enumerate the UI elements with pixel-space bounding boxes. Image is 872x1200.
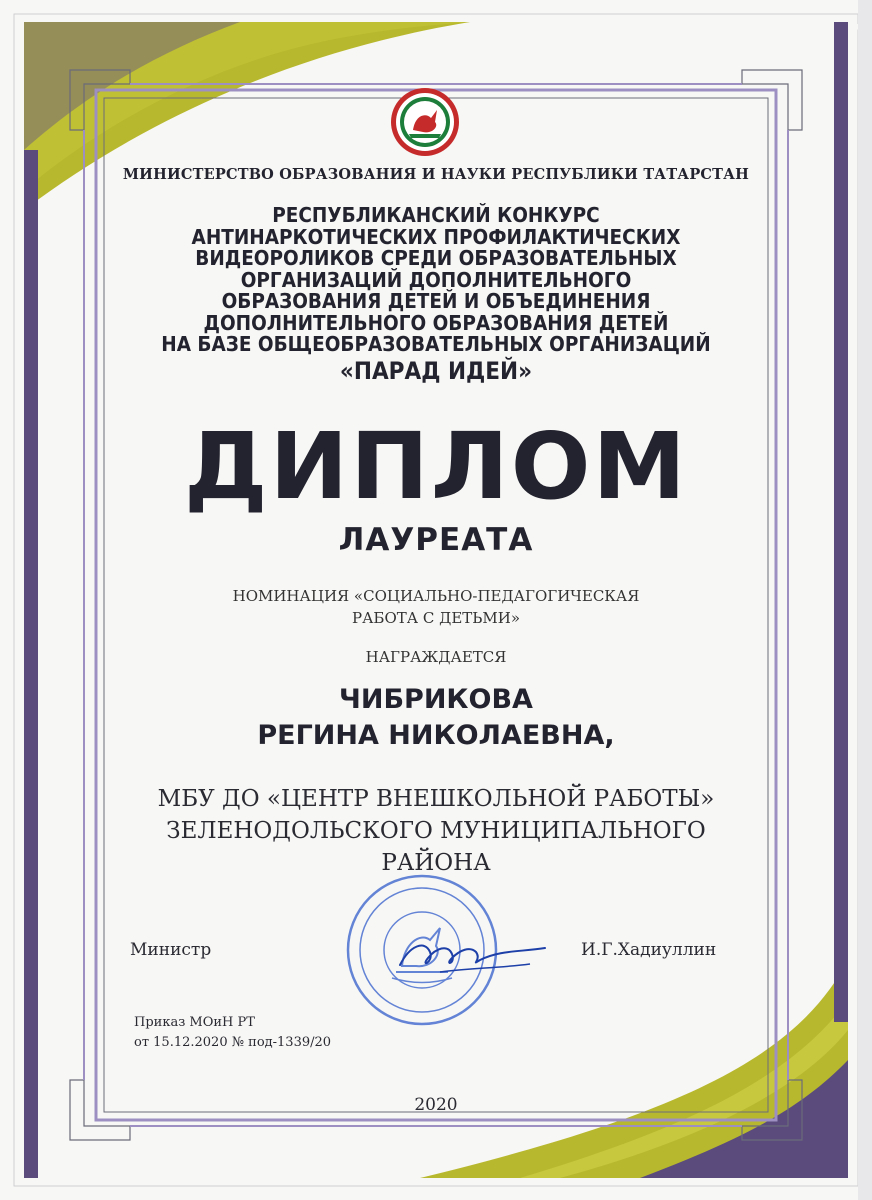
order-line: Приказ МОиН РТ xyxy=(134,1015,255,1030)
contest-name: «ПАРАД ИДЕЙ» xyxy=(339,356,533,385)
recipient-given-names: РЕГИНА НИКОЛАЕВНА, xyxy=(257,720,615,751)
diploma-title: ДИПЛОМ xyxy=(183,413,688,520)
diploma-subtitle: ЛАУРЕАТА xyxy=(338,522,534,558)
nomination xyxy=(0,585,872,629)
order-date-number: от 15.12.2020 № под-1339/20 xyxy=(134,1035,332,1050)
year: 2020 xyxy=(414,1095,458,1115)
contest-title xyxy=(148,205,724,386)
recipient-surname: ЧИБРИКОВА xyxy=(339,684,533,715)
contest-title-line: РЕСПУБЛИКАНСКИЙ КОНКУРС xyxy=(272,203,600,227)
organization-line: РАЙОНА xyxy=(381,850,491,876)
ministry-name: МИНИСТЕРСТВО ОБРАЗОВАНИЯ И НАУКИ РЕСПУБЛИКИ ТАТАРСТАН xyxy=(122,166,750,183)
organization-line: МБУ ДО «ЦЕНТР ВНЕШКОЛЬНОЙ РАБОТЫ» xyxy=(157,786,715,812)
organization-line: ЗЕЛЕНОДОЛЬСКОГО МУНИЦИПАЛЬНОГО xyxy=(166,818,706,844)
contest-title-line: АНТИНАРКОТИЧЕСКИХ ПРОФИЛАКТИЧЕСКИХ xyxy=(191,224,681,249)
awarded-label: НАГРАЖДАЕТСЯ xyxy=(365,648,507,666)
nomination-line: НОМИНАЦИЯ «СОЦИАЛЬНО-ПЕДАГОГИЧЕСКАЯ xyxy=(232,587,640,605)
contest-title-line: ОБРАЗОВАНИЯ ДЕТЕЙ И ОБЪЕДИНЕНИЯ xyxy=(221,289,651,313)
tatarstan-emblem-icon xyxy=(391,88,459,156)
organization xyxy=(0,783,872,879)
contest-title-line: НА БАЗЕ ОБЩЕОБРАЗОВАТЕЛЬНЫХ ОРГАНИЗАЦИЙ xyxy=(161,332,711,356)
order-reference xyxy=(134,1013,331,1053)
recipient-name xyxy=(0,682,872,754)
contest-title-line: ОРГАНИЗАЦИЙ ДОПОЛНИТЕЛЬНОГО xyxy=(240,267,632,292)
contest-title-line: ДОПОЛНИТЕЛЬНОГО ОБРАЗОВАНИЯ ДЕТЕЙ xyxy=(203,310,669,335)
minister-name: И.Г.Хадиуллин xyxy=(581,940,717,960)
nomination-line: РАБОТА С ДЕТЬМИ» xyxy=(351,609,521,627)
contest-title-line: ВИДЕОРОЛИКОВ СРЕДИ ОБРАЗОВАТЕЛЬНЫХ xyxy=(195,246,677,270)
minister-label: Министр xyxy=(130,940,212,960)
